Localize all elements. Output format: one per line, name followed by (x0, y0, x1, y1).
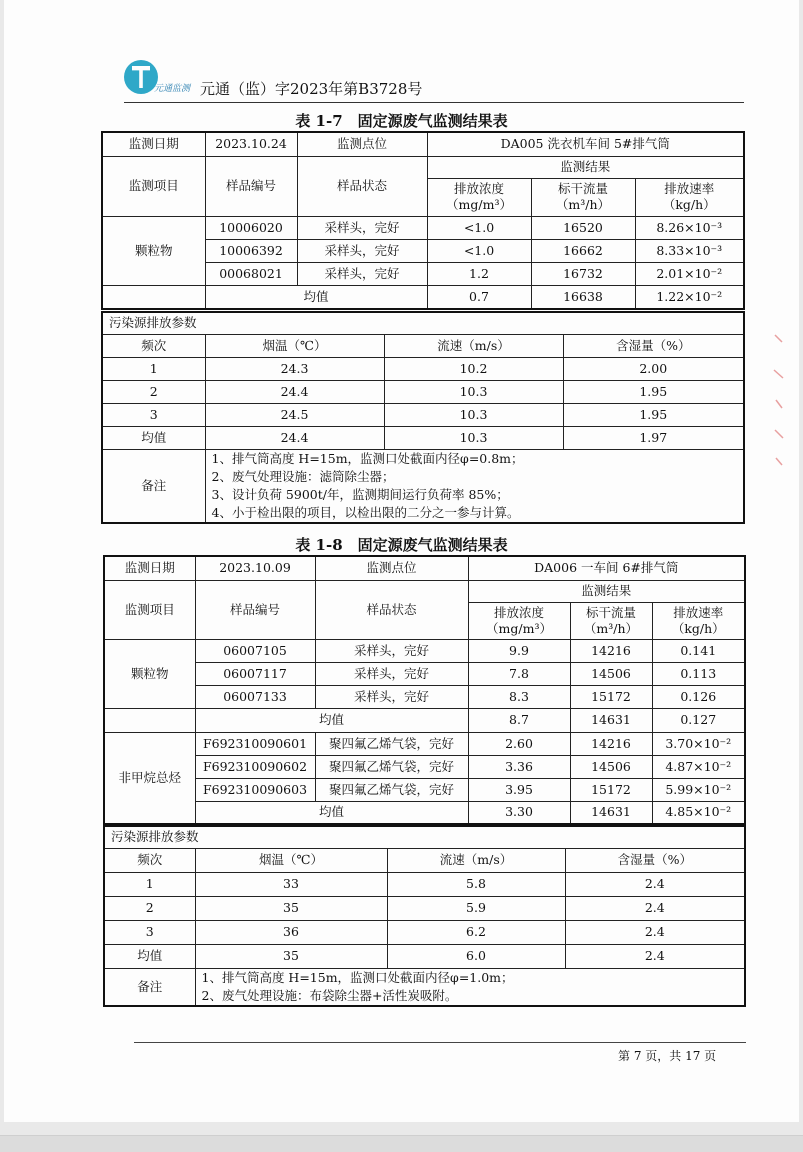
notes: 1、排气筒高度 H=15m，监测口处截面内径φ=1.0m； 2、废气处理设施：布袋除尘器+活性炭吸附。 (195, 968, 745, 1006)
item-name: 颗粒物 (104, 639, 195, 708)
params-label: 污染源排放参数 (102, 312, 744, 334)
item-label: 监测项目 (102, 156, 205, 216)
table-row: 00068021 采样头，完好 1.2 16732 2.01×10⁻² (102, 262, 744, 285)
logo-icon (124, 60, 158, 94)
notes: 1、排气筒高度 H=15m，监测口处截面内径φ=0.8m； 2、废气处理设施：滤筒除尘器； 3、设计负荷 5900t/年，监测期间运行负荷率 85%； 4、小于检出限的项目，以检出限的二分之一参与计算。 (205, 449, 744, 523)
document-number: 元通（监）字2023年第B3728号 (200, 80, 423, 98)
date-label: 监测日期 (102, 132, 205, 156)
table-8-caption: 表 1-8 固定源废气监测结果表 (295, 536, 508, 554)
item-label: 监测项目 (104, 580, 195, 639)
table-row: 10006392 采样头，完好 <1.0 16662 8.33×10⁻³ (102, 239, 744, 262)
company-logo (124, 60, 202, 100)
table-7-caption: 表 1-7 固定源废气监测结果表 (295, 112, 508, 130)
average-row: 均值 3.30 14631 4.85×10⁻² (104, 801, 745, 824)
item-name: 非甲烷总烃 (104, 732, 195, 824)
result-label: 监测结果 (468, 580, 745, 602)
col-rate: 排放速率 （kg/h） (635, 178, 744, 216)
average-row: 均值 0.7 16638 1.22×10⁻² (102, 285, 744, 309)
table-row: 颗粒物 10006020 采样头，完好 <1.0 16520 8.26×10⁻³ (102, 216, 744, 239)
params-label: 污染源排放参数 (104, 826, 745, 848)
notes-row (104, 968, 745, 1006)
param-row: 2 24.4 10.3 1.95 (102, 380, 744, 403)
point-label: 监测点位 (315, 556, 468, 580)
date-value: 2023.10.24 (205, 132, 297, 156)
table-row: 06007133 采样头，完好 8.3 15172 0.126 (104, 685, 745, 708)
param-row: 1 33 5.8 2.4 (104, 872, 745, 896)
sample-state-label: 样品状态 (315, 580, 468, 639)
sample-state-label: 样品状态 (297, 156, 427, 216)
table-8 (103, 555, 746, 825)
item-name: 颗粒物 (102, 216, 205, 285)
stamp-edge-icon (772, 330, 786, 470)
table-7 (101, 131, 745, 310)
stamp-mark (772, 330, 786, 470)
col-rate: 排放速率 （kg/h） (652, 602, 745, 639)
note-label: 备注 (104, 968, 195, 1006)
col-flow: 标干流量 （m³/h） (531, 178, 635, 216)
param-row: 2 35 5.9 2.4 (104, 896, 745, 920)
date-value: 2023.10.09 (195, 556, 315, 580)
param-row: 3 36 6.2 2.4 (104, 920, 745, 944)
col-conc: 排放浓度 （mg/m³） (427, 178, 531, 216)
table-row: 非甲烷总烃 F692310090601 聚四氟乙烯气袋，完好 2.60 14216 3.70×10⁻² (104, 732, 745, 755)
result-label: 监测结果 (427, 156, 744, 178)
note-label: 备注 (102, 449, 205, 523)
footer-rule (134, 1042, 746, 1043)
table-7-params: 污染源排放参数 频次 烟温（℃） 流速（m/s） 含湿量（%） 1 24.3 10.2 2.00 2 24.4 10.3 1.95 3 24.5 10.3 1.95 均值 24.4 10.3 1.97 备注 1、排气筒高度 H=15m，监测口处截面内径φ=0.8m； 2、废气处理设施：滤筒除尘器； 3、设计负荷 5900t/年，监测期间运行负荷率 85%； 4、小于检出限的项目，以检出限的二分之一参与计算。 (101, 311, 745, 524)
param-row: 均值 24.4 10.3 1.97 (102, 426, 744, 449)
table-row: F692310090603 聚四氟乙烯气袋，完好 3.95 15172 5.99×10⁻² (104, 778, 745, 801)
table-8-params: 污染源排放参数 频次 烟温（℃） 流速（m/s） 含湿量（%） 1 33 5.8 2.4 2 35 5.9 2.4 3 36 6.2 2.4 均值 35 6.0 2.4 备注 1、排气筒高度 H=15m，监测口处截面内径φ=1.0m； 2、废气处理设施：布袋除尘器+活性炭吸附。 (103, 825, 746, 1007)
viewer-bottom-bar (0, 1135, 803, 1152)
page-number: 第 7 页，共 17 页 (618, 1049, 717, 1063)
param-row: 1 24.3 10.2 2.00 (102, 357, 744, 380)
table-row: F692310090602 聚四氟乙烯气袋，完好 3.36 14506 4.87×10⁻² (104, 755, 745, 778)
point-value: DA006 一车间 6#排气筒 (468, 556, 745, 580)
sample-no-label: 样品编号 (195, 580, 315, 639)
average-row: 均值 8.7 14631 0.127 (104, 708, 745, 732)
header-rule (124, 102, 744, 103)
point-label: 监测点位 (297, 132, 427, 156)
point-value: DA005 洗衣机车间 5#排气筒 (427, 132, 744, 156)
col-flow: 标干流量 （m³/h） (570, 602, 652, 639)
param-row: 均值 35 6.0 2.4 (104, 944, 745, 968)
logo-text: 元通监测 (154, 84, 191, 94)
table-row: 颗粒物 06007105 采样头，完好 9.9 14216 0.141 (104, 639, 745, 662)
date-label: 监测日期 (104, 556, 195, 580)
param-row: 3 24.5 10.3 1.95 (102, 403, 744, 426)
sample-no-label: 样品编号 (205, 156, 297, 216)
col-conc: 排放浓度 （mg/m³） (468, 602, 570, 639)
notes-row (102, 449, 744, 523)
table-row: 06007117 采样头，完好 7.8 14506 0.113 (104, 662, 745, 685)
